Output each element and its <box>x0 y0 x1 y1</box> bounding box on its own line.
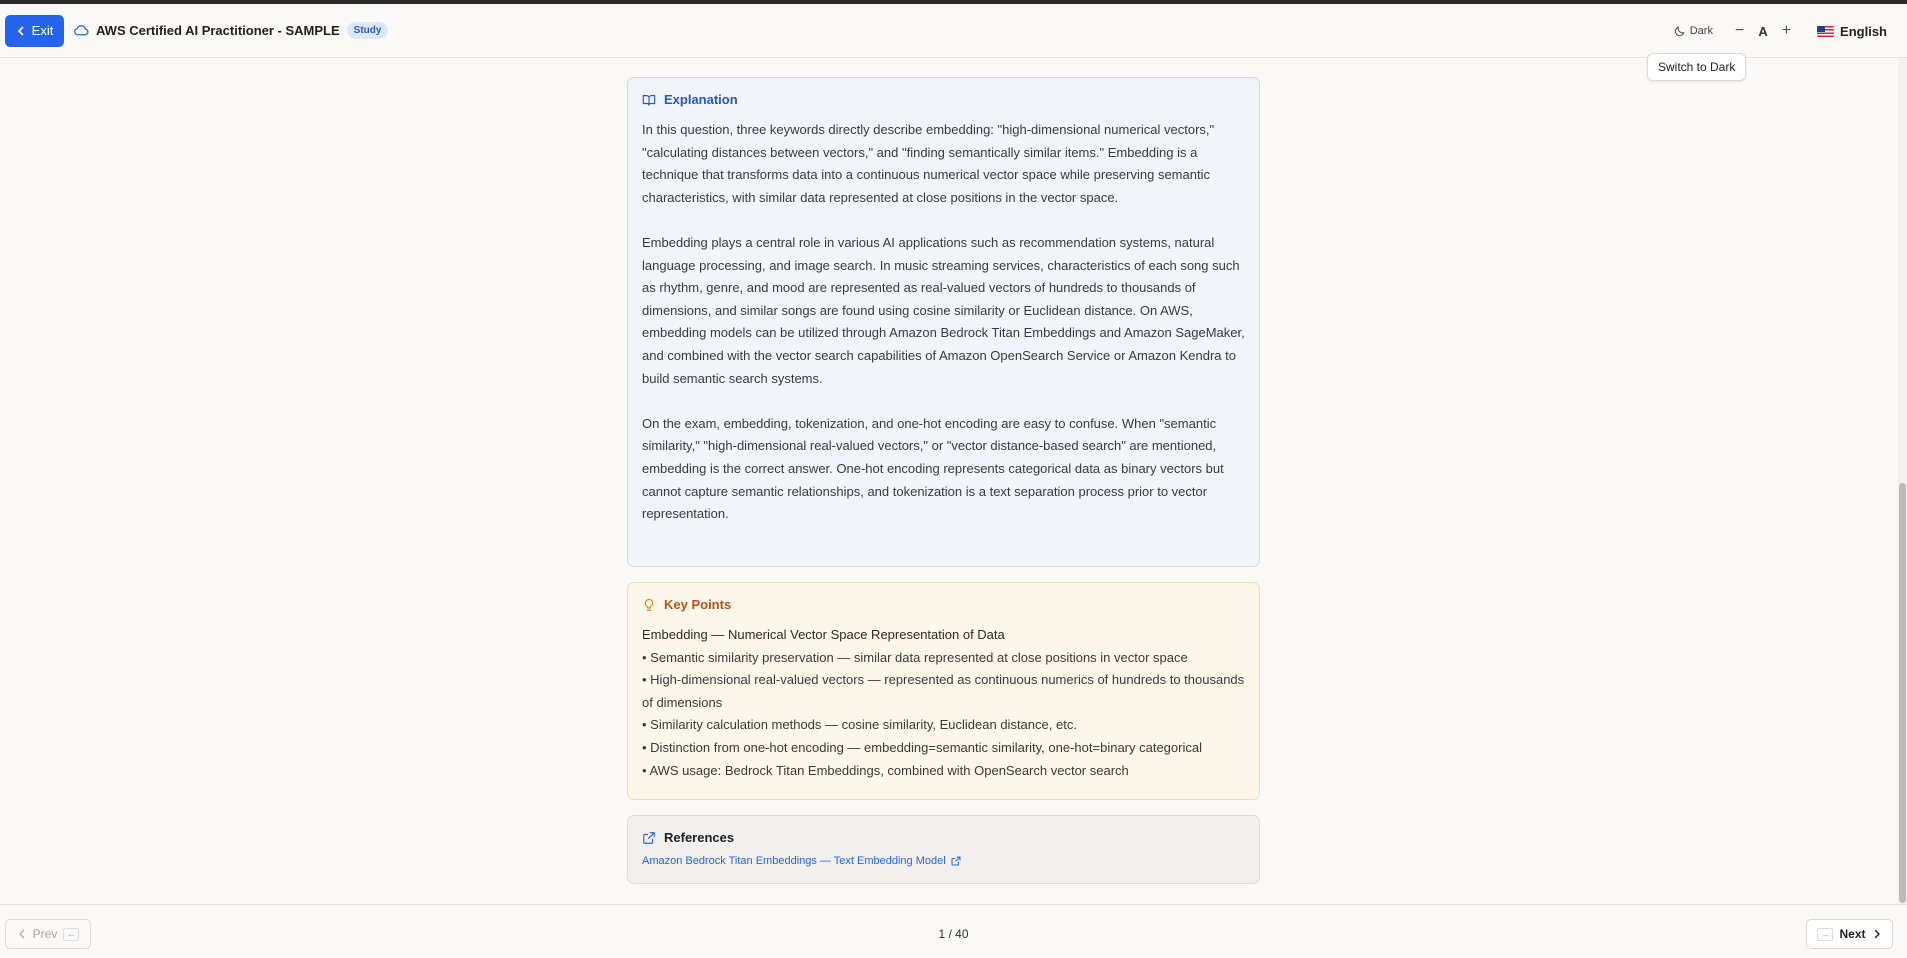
references-header <box>642 830 1245 845</box>
mode-badge: Study <box>347 22 389 39</box>
language-selector[interactable] <box>1817 24 1887 39</box>
key-point-item: • AWS usage: Bedrock Titan Embeddings, combined with OpenSearch vector search <box>642 762 1129 778</box>
font-increase-button[interactable]: + <box>1781 22 1792 39</box>
next-shortcut-hint: → <box>1817 928 1833 941</box>
explanation-paragraph: Embedding plays a central role in various AI applications such as recommendation systems, natural language processing, and image search. In music streaming services, characteristics of each song such as rhythm, genre, and mood are represented as real-valued vectors of hundreds to thousands of dimensions, and similar songs are found using cosine similarity or Euclidean distance. On AWS, embedding models can be utilized through Amazon Bedrock Titan Embeddings and Amazon SageMaker, and combined with the vector search capabilities of Amazon OpenSearch Service or Amazon Kendra to build semantic search systems. <box>642 234 1245 386</box>
key-point-item: • Distinction from one-hot encoding — embedding=semantic similarity, one-hot=binary categorical <box>642 739 1202 755</box>
app-title: AWS Certified AI Practitioner - SAMPLE <box>96 23 340 38</box>
us-flag-icon <box>1817 26 1834 37</box>
next-button[interactable] <box>1806 919 1893 949</box>
page-indicator: 1 / 40 <box>938 927 969 941</box>
next-label: Next <box>1839 927 1866 941</box>
prev-label: Prev <box>32 927 58 941</box>
font-size-control <box>1735 23 1791 39</box>
explanation-paragraph: In this question, three keywords directly describe embedding: "high-dimensional numerical vectors," "calculating distances between vectors," and "finding semantically similar items." Embedding is a technique that transforms data into a continuous numerical vector space while preserving semantic characteristics, with similar data represented at close positions in the vector space. <box>642 122 1215 205</box>
app-footer <box>0 904 1907 958</box>
key-point-item: • High-dimensional real-valued vectors — represented as continuous numerics of hundreds to thousands of dimensions <box>642 672 1245 710</box>
lightbulb-icon <box>642 598 656 612</box>
app-header <box>0 4 1907 58</box>
external-link-icon <box>642 831 656 845</box>
theme-label: Dark <box>1689 25 1713 37</box>
theme-tooltip: Switch to Dark <box>1647 53 1746 81</box>
exit-button[interactable] <box>5 15 64 47</box>
moon-icon <box>1674 25 1686 37</box>
explanation-title: Explanation <box>664 92 738 107</box>
header-controls <box>1674 4 1887 58</box>
references-card <box>627 815 1260 884</box>
key-points-title: Key Points <box>664 597 732 612</box>
vertical-scrollbar[interactable] <box>1898 58 1907 904</box>
cloud-icon <box>73 22 90 39</box>
key-points-card <box>627 582 1260 800</box>
explanation-paragraph: On the exam, embedding, tokenization, and one-hot encoding are easy to confuse. When "semantic similarity," "high-dimensional real-valued vectors," or "vector distance-based search" are mentioned, embedding is the correct answer. One-hot encoding represents categorical data as binary vectors but cannot capture semantic relationships, and tokenization is a text separation process prior to vector representation. <box>642 415 1224 522</box>
theme-toggle-button[interactable] <box>1674 25 1713 37</box>
key-point-item: • Similarity calculation methods — cosine similarity, Euclidean distance, etc. <box>642 717 1077 733</box>
references-title: References <box>664 830 735 845</box>
chevron-right-icon <box>1872 929 1882 939</box>
chevron-left-icon <box>16 26 26 36</box>
main-content <box>627 77 1260 884</box>
key-point-item: • Semantic similarity preservation — similar data represented at close positions in vector space <box>642 649 1188 665</box>
key-points-header <box>642 597 1245 612</box>
font-size-label: A <box>1758 23 1768 39</box>
explanation-card <box>627 77 1260 567</box>
reference-link-label: Amazon Bedrock Titan Embeddings — Text Embedding Model <box>642 855 946 867</box>
book-open-icon <box>642 93 656 107</box>
reference-link[interactable] <box>642 855 1245 867</box>
font-decrease-button[interactable]: − <box>1734 22 1745 39</box>
exit-label: Exit <box>31 23 54 38</box>
key-points-heading: Embedding — Numerical Vector Space Representation of Data <box>642 627 1005 642</box>
explanation-header <box>642 92 1245 107</box>
language-label: English <box>1840 23 1887 39</box>
external-link-icon <box>951 856 961 866</box>
scrollbar-thumb[interactable] <box>1899 483 1906 903</box>
prev-shortcut-hint: ← <box>63 928 79 941</box>
